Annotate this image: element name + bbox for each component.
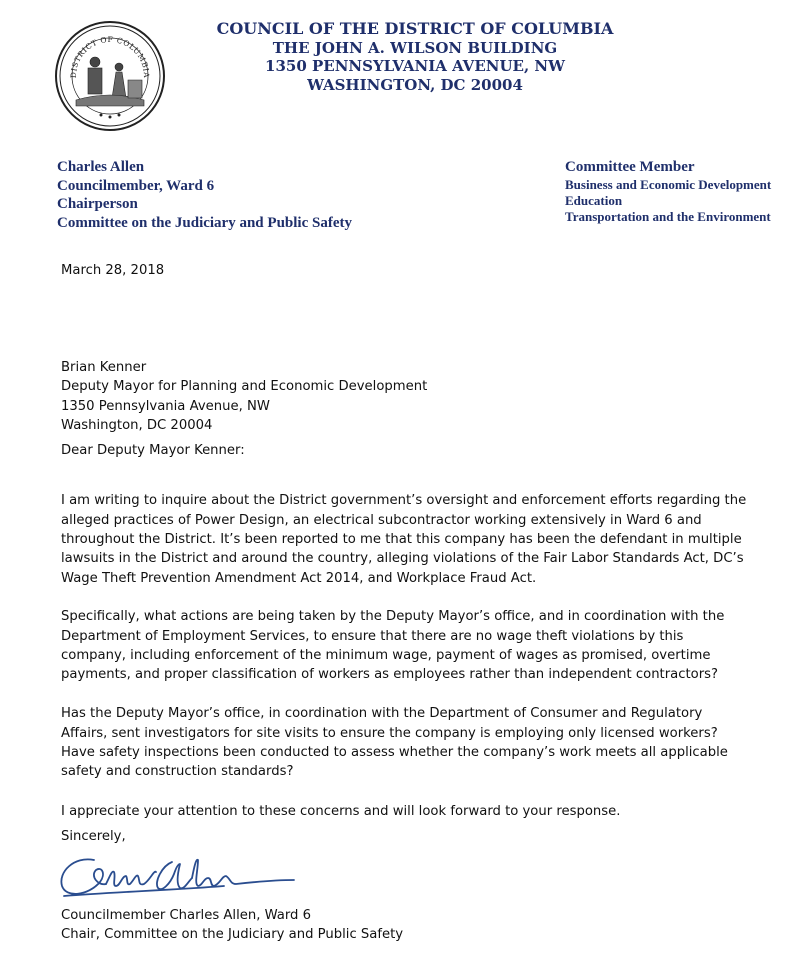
salutation: Dear Deputy Mayor Kenner: xyxy=(61,443,245,458)
committee-item: Transportation and the Environment xyxy=(565,208,771,224)
letterhead-council-name: COUNCIL OF THE DISTRICT OF COLUMBIA xyxy=(216,19,614,38)
body-paragraph-4: I appreciate your attention to these concerns and will look forward to your response. xyxy=(61,804,621,820)
sender-role: Chairperson xyxy=(57,196,138,212)
signatory-title: Chair, Committee on the Judiciary and Public Safety xyxy=(61,927,404,943)
sender-committee: Committee on the Judiciary and Public Safety xyxy=(57,214,352,231)
recipient-address xyxy=(61,358,751,436)
svg-text:DISTRICT OF COLUMBIA: DISTRICT OF COLUMBIA xyxy=(68,34,152,79)
body-paragraph-2: Specifically, what actions are being taken by the Deputy Mayor’s office, and in coordination with the Department of Employment Services, to ensure that there are no wage theft violations by this company, including enforcement of the minimum wage, payment of wages as promised, overtime payments, and proper classification of workers as employees rather than independent contractors? xyxy=(61,609,725,683)
recipient-name: Brian Kenner xyxy=(61,360,147,375)
committee-item: Business and Economic Development xyxy=(565,176,772,192)
sender-title: Councilmember, Ward 6 xyxy=(57,177,215,194)
closing: Sincerely, xyxy=(61,829,126,844)
letterhead xyxy=(190,20,640,94)
body-paragraph-1: I am writing to inquire about the District government’s oversight and enforcement efforts regarding the alleged practices of Power Design, an electrical subcontractor working extensively in Ward 6 and throughout the District. It’s been reported to me that this company has been the defendant in multiple lawsuits in the District and around the country, alleging violations of the Fair Labor Standards Act, DC’s Wage Theft Prevention Amendment Act 2014, and Workplace Fraud Act. xyxy=(61,493,747,586)
committee-item: Education xyxy=(565,192,623,208)
letterhead-city: WASHINGTON, DC 20004 xyxy=(307,75,523,94)
committee-member-heading: Committee Member xyxy=(565,159,695,175)
signature-block xyxy=(61,906,751,945)
body-paragraph-3: Has the Deputy Mayor’s office, in coordination with the Department of Consumer and Regulatory Affairs, sent investigators for site visits to ensure the company is employing only licensed workers? Have safety inspections been conducted to assess whether the company’s work meets all applicable safety and construction standards? xyxy=(61,706,728,780)
recipient-title: Deputy Mayor for Planning and Economic Development xyxy=(61,379,428,395)
council-seal-image xyxy=(54,20,166,132)
sender-name: Charles Allen xyxy=(57,159,145,175)
recipient-address-line2: Washington, DC 20004 xyxy=(61,418,213,434)
signatory-name: Councilmember Charles Allen, Ward 6 xyxy=(61,908,312,923)
recipient-address-line1: 1350 Pennsylvania Avenue, NW xyxy=(61,398,270,414)
letter-date: March 28, 2018 xyxy=(61,263,165,278)
sender-block xyxy=(57,158,352,232)
letterhead-street: 1350 PENNSYLVANIA AVENUE, NW xyxy=(265,57,565,75)
letterhead-building: THE JOHN A. WILSON BUILDING xyxy=(272,38,558,57)
committee-member-block xyxy=(565,158,771,225)
handwritten-signature xyxy=(54,846,304,904)
